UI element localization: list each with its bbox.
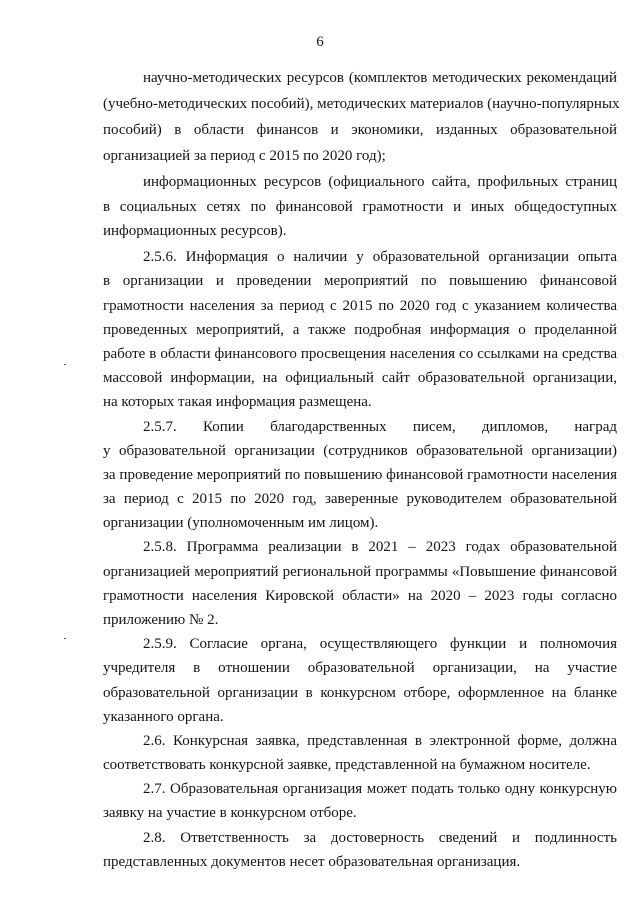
- text-line: указанного органа.: [103, 709, 224, 725]
- text-line: 2.5.9. Согласие органа, осуществляющего функции и полномочия: [143, 636, 617, 652]
- text-line: образовательной организации в конкурсном отборе, оформленное на бланке: [103, 685, 617, 701]
- text-line: грамотности населения Кировской области» на 2020 – 2023 годы согласно: [103, 588, 617, 604]
- text-line: 2.6. Конкурсная заявка, представленная в электронной форме, должна: [143, 733, 617, 749]
- text-line: у образовательной организации (сотрудников образовательной организации): [103, 443, 617, 459]
- text-line: на которых такая информация размещена.: [103, 394, 372, 410]
- text-line: учредителя в отношении образовательной организации, на участие: [103, 660, 617, 676]
- text-line: 2.5.6. Информация о наличии у образовательной организации опыта: [143, 249, 617, 265]
- text-line: представленных документов несет образовательная организация.: [103, 854, 521, 870]
- text-line: массовой информации, на официальный сайт образовательной организации,: [103, 370, 617, 386]
- text-line: организации (уполномоченным им лицом).: [103, 515, 379, 531]
- text-line: соответствовать конкурсной заявке, представленной на бумажном носителе.: [103, 757, 591, 773]
- text-line: в организации и проведении мероприятий по повышению финансовой: [103, 273, 617, 289]
- scan-mark: [64, 364, 66, 365]
- text-line: за проведение мероприятий по повышению финансовой грамотности населения: [103, 467, 617, 483]
- text-line: 2.8. Ответственность за достоверность сведений и подлинность: [143, 830, 617, 846]
- text-line: за период с 2015 по 2020 год, заверенные руководителем образовательной: [103, 491, 617, 507]
- scan-mark: [64, 638, 66, 639]
- text-line: организацией за период с 2015 по 2020 год);: [103, 148, 386, 164]
- text-line: информационных ресурсов (официального сайта, профильных страниц: [143, 174, 617, 190]
- text-line: 2.5.7. Копии благодарственных писем, дипломов, наград: [143, 419, 617, 435]
- text-line: 2.7. Образовательная организация может подать только одну конкурсную: [143, 781, 617, 797]
- text-line: проведенных мероприятий, а также подробная информация о проделанной: [103, 322, 617, 338]
- text-line: научно-методических ресурсов (комплектов методических рекомендаций: [143, 70, 617, 86]
- text-line: 2.5.8. Программа реализации в 2021 – 2023 годах образовательной: [143, 539, 617, 555]
- text-line: работе в области финансового просвещения населения со ссылками на средства: [103, 346, 617, 362]
- text-line: организацией мероприятий региональной программы «Повышение финансовой: [103, 564, 617, 580]
- text-line: грамотности населения за период с 2015 по 2020 год с указанием количества: [103, 298, 617, 314]
- text-line: приложению № 2.: [103, 612, 219, 628]
- page-number: 6: [316, 34, 324, 50]
- text-line: пособий) в области финансов и экономики, изданных образовательной: [103, 122, 617, 138]
- text-line: информационных ресурсов).: [103, 223, 287, 239]
- text-line: заявку на участие в конкурсном отборе.: [103, 805, 357, 821]
- text-line: (учебно-методических пособий), методических материалов (научно-популярных: [103, 96, 620, 112]
- text-line: в социальных сетях по финансовой грамотности и иных общедоступных: [103, 199, 617, 215]
